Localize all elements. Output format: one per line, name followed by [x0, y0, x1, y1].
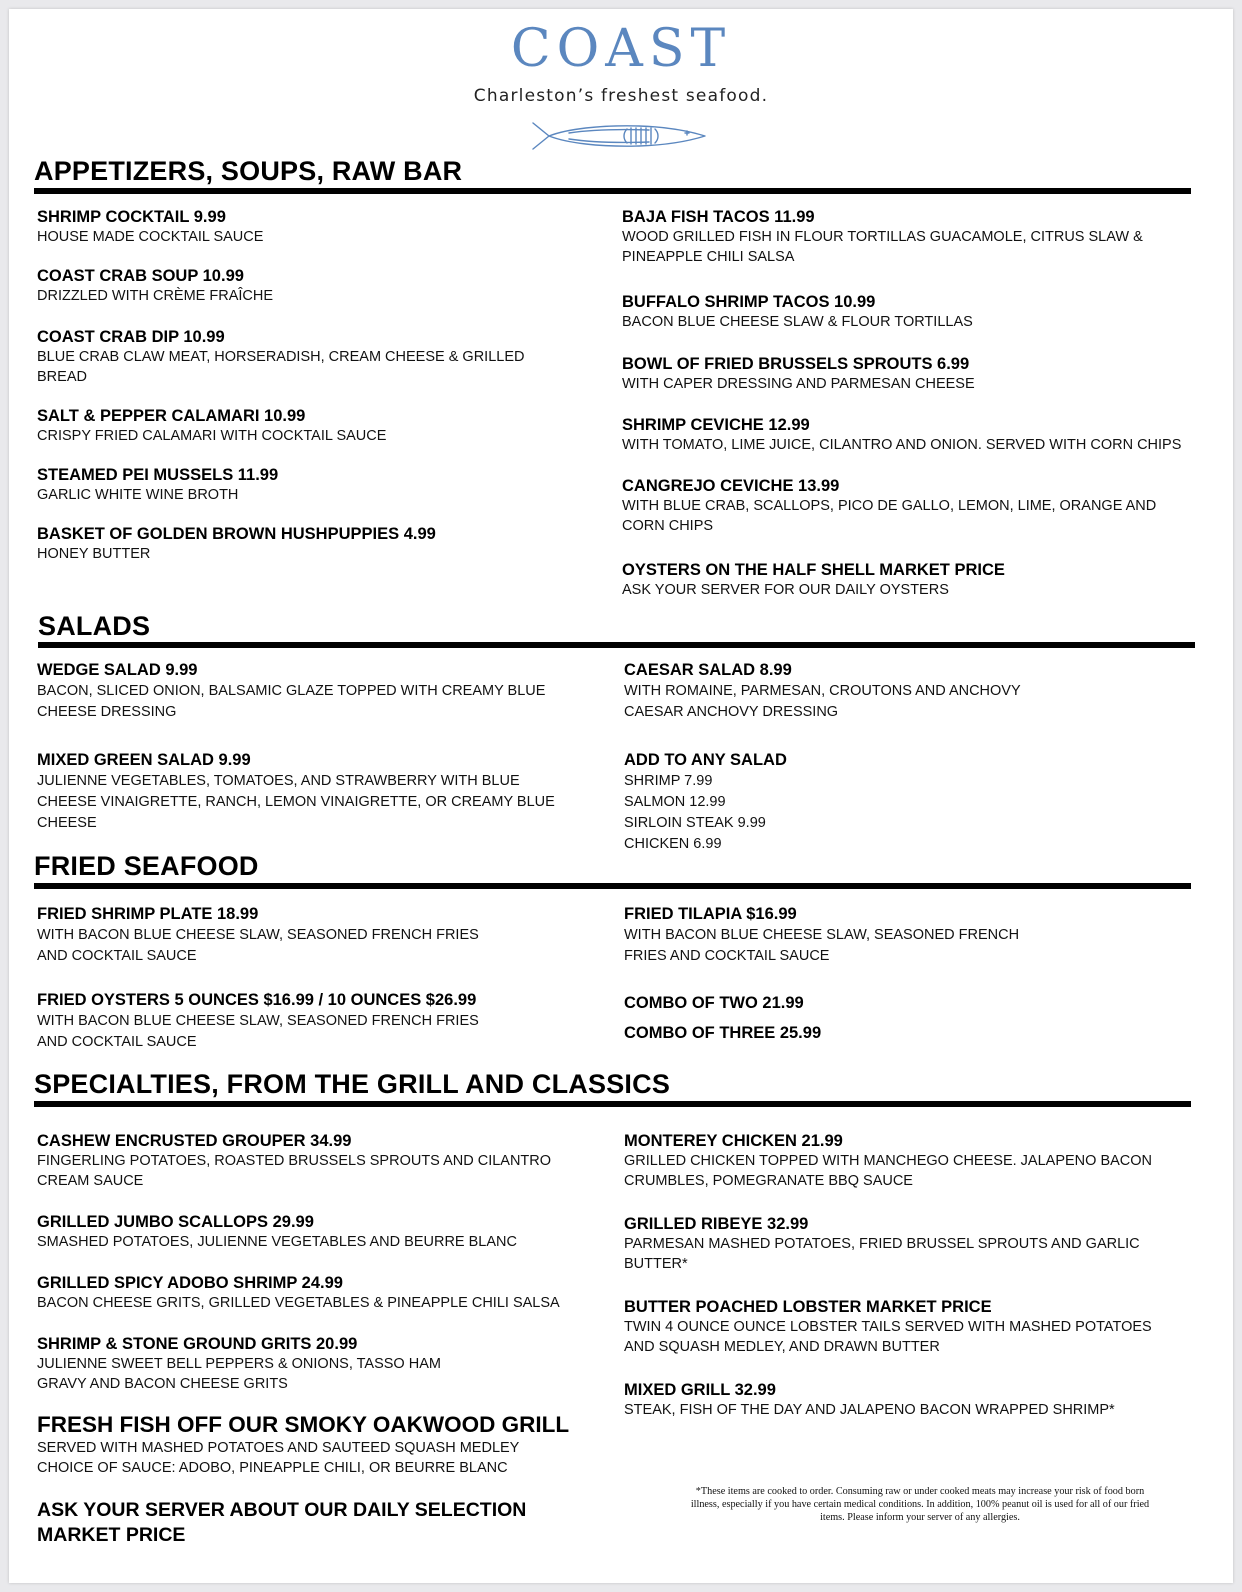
menu-item: [624, 1131, 1184, 1191]
menu-item: [622, 560, 1182, 600]
menu-item: [624, 659, 1064, 723]
item-name: CANGREJO CEVICHE 13.99: [622, 477, 840, 495]
fresh-fish-block: [37, 1411, 597, 1478]
menu-item: [37, 327, 567, 387]
item-name: MIXED GRILL 32.99: [624, 1381, 776, 1399]
logo: COAST: [510, 19, 732, 79]
menu-item: [37, 1334, 477, 1394]
salad-addons: [624, 749, 1064, 855]
item-description: SMASHED POTATOES, JULIENNE VEGETABLES AND BEURRE BLANC: [37, 1234, 517, 1250]
menu-item: [37, 266, 597, 306]
menu-item: [37, 465, 597, 505]
item-name: BUFFALO SHRIMP TACOS 10.99: [622, 293, 876, 311]
section-divider: [34, 1101, 1191, 1107]
menu-item: [37, 989, 507, 1053]
menu-item: [622, 415, 1182, 455]
item-description: BACON, SLICED ONION, BALSAMIC GLAZE TOPPED WITH CREAMY BLUE CHEESE DRESSING: [37, 683, 546, 720]
item-name: BOWL OF FRIED BRUSSELS SPROUTS 6.99: [622, 355, 970, 373]
section-divider: [34, 883, 1191, 889]
tagline: Charleston’s freshest seafood.: [473, 86, 769, 106]
addon-item: SHRIMP 7.99: [624, 773, 713, 789]
item-description: JULIENNE SWEET BELL PEPPERS & ONIONS, TASSO HAM GRAVY AND BACON CHEESE GRITS: [37, 1356, 441, 1392]
section-divider: [34, 188, 1191, 194]
appetizers-right-column: [622, 207, 1182, 600]
appetizers-left-column: [37, 207, 597, 564]
menu-page: [9, 9, 1233, 1583]
addon-item: SALMON 12.99: [624, 794, 726, 810]
menu-item: [624, 903, 1054, 967]
item-name: SALT & PEPPER CALAMARI 10.99: [37, 407, 306, 425]
item-description: WITH BACON BLUE CHEESE SLAW, SEASONED FRENCH FRIES AND COCKTAIL SAUCE: [37, 1013, 479, 1050]
item-description: BACON BLUE CHEESE SLAW & FLOUR TORTILLAS: [622, 314, 973, 330]
item-name: COAST CRAB DIP 10.99: [37, 328, 225, 346]
item-description: WITH CAPER DRESSING AND PARMESAN CHEESE: [622, 376, 975, 392]
item-name: CASHEW ENCRUSTED GROUPER 34.99: [37, 1132, 352, 1150]
specialties-left-column: [37, 1131, 577, 1394]
menu-item: [37, 207, 597, 247]
menu-item: [622, 476, 1182, 536]
item-name: MONTEREY CHICKEN 21.99: [624, 1132, 843, 1150]
item-name: BASKET OF GOLDEN BROWN HUSHPUPPIES 4.99: [37, 525, 436, 543]
item-description: FINGERLING POTATOES, ROASTED BRUSSELS SPROUTS AND CILANTRO CREAM SAUCE: [37, 1153, 552, 1189]
item-description: HONEY BUTTER: [37, 546, 151, 562]
menu-item: [37, 524, 597, 564]
item-name: WEDGE SALAD 9.99: [37, 661, 198, 679]
menu-item: [622, 354, 1182, 394]
menu-item: [622, 207, 1182, 267]
menu-item: [37, 406, 597, 446]
item-description: WITH TOMATO, LIME JUICE, CILANTRO AND ONION. SERVED WITH CORN CHIPS: [622, 437, 1182, 453]
menu-item: [37, 659, 577, 723]
combo-item: COMBO OF TWO 21.99: [624, 994, 804, 1012]
item-description: BLUE CRAB CLAW MEAT, HORSERADISH, CREAM CHEESE & GRILLED BREAD: [37, 349, 525, 385]
item-name: GRILLED RIBEYE 32.99: [624, 1215, 809, 1233]
daily-selection-line: ASK YOUR SERVER ABOUT OUR DAILY SELECTION: [37, 1499, 527, 1521]
menu-item: [37, 1212, 577, 1252]
salads-left-column: [37, 659, 577, 834]
item-name: CAESAR SALAD 8.99: [624, 661, 792, 679]
menu-item: [624, 1297, 1184, 1357]
item-name: GRILLED JUMBO SCALLOPS 29.99: [37, 1213, 314, 1231]
item-description: ASK YOUR SERVER FOR OUR DAILY OYSTERS: [622, 582, 949, 598]
item-name: GRILLED SPICY ADOBO SHRIMP 24.99: [37, 1274, 343, 1292]
daily-selection-block: [37, 1498, 597, 1548]
item-description: WITH ROMAINE, PARMESAN, CROUTONS AND ANCHOVY CAESAR ANCHOVY DRESSING: [624, 683, 1021, 720]
item-name: SHRIMP & STONE GROUND GRITS 20.99: [37, 1335, 358, 1353]
item-description: PARMESAN MASHED POTATOES, FRIED BRUSSEL SPROUTS AND GARLIC BUTTER*: [624, 1236, 1140, 1272]
item-description: WITH BACON BLUE CHEESE SLAW, SEASONED FRENCH FRIES AND COCKTAIL SAUCE: [624, 927, 1020, 964]
item-description: JULIENNE VEGETABLES, TOMATOES, AND STRAWBERRY WITH BLUE CHEESE VINAIGRETTE, RANCH, LEMON VINAIGRETTE, OR CREAMY BLUE CHEESE: [37, 773, 555, 831]
item-name: MIXED GREEN SALAD 9.99: [37, 751, 251, 769]
combo-item: COMBO OF THREE 25.99: [624, 1024, 822, 1042]
item-description: WITH BACON BLUE CHEESE SLAW, SEASONED FRENCH FRIES AND COCKTAIL SAUCE: [37, 927, 479, 964]
menu-item: [624, 1214, 1184, 1274]
fresh-fish-line: SERVED WITH MASHED POTATOES AND SAUTEED SQUASH MEDLEY: [37, 1440, 520, 1456]
item-description: CRISPY FRIED CALAMARI WITH COCKTAIL SAUCE: [37, 428, 387, 444]
menu-item: [37, 1273, 577, 1313]
item-description: HOUSE MADE COCKTAIL SAUCE: [37, 229, 264, 245]
menu-item: [37, 903, 507, 967]
daily-selection-price: MARKET PRICE: [37, 1524, 186, 1546]
item-description: GRILLED CHICKEN TOPPED WITH MANCHEGO CHEESE. JALAPENO BACON CRUMBLES, POMEGRANATE BBQ SAUCE: [624, 1153, 1153, 1189]
fried-right-column: [624, 903, 1054, 1044]
menu-item: [37, 1131, 577, 1191]
item-description: GARLIC WHITE WINE BROTH: [37, 487, 239, 503]
section-title-specialties: SPECIALTIES, FROM THE GRILL AND CLASSICS: [34, 1069, 671, 1099]
addon-item: CHICKEN 6.99: [624, 836, 722, 852]
section-title-salads: SALADS: [38, 611, 151, 641]
fried-left-column: [37, 903, 507, 1053]
item-description: WITH BLUE CRAB, SCALLOPS, PICO DE GALLO, LEMON, LIME, ORANGE AND CORN CHIPS: [622, 498, 1157, 534]
item-name: COAST CRAB SOUP 10.99: [37, 267, 244, 285]
fresh-fish-line: CHOICE OF SAUCE: ADOBO, PINEAPPLE CHILI, OR BEURRE BLANC: [37, 1460, 508, 1476]
menu-item: [37, 749, 577, 834]
item-description: BACON CHEESE GRITS, GRILLED VEGETABLES & PINEAPPLE CHILI SALSA: [37, 1295, 560, 1311]
menu-header: [9, 9, 1233, 159]
item-description: DRIZZLED WITH CRÈME FRAÎCHE: [37, 288, 274, 304]
item-name: BAJA FISH TACOS 11.99: [622, 208, 815, 226]
item-name: OYSTERS ON THE HALF SHELL MARKET PRICE: [622, 561, 1005, 579]
item-name: SHRIMP CEVICHE 12.99: [622, 416, 810, 434]
addons-title: ADD TO ANY SALAD: [624, 751, 787, 769]
section-title-appetizers: APPETIZERS, SOUPS, RAW BAR: [34, 156, 463, 186]
fish-icon: [529, 119, 709, 153]
item-name: FRIED SHRIMP PLATE 18.99: [37, 905, 259, 923]
addon-item: SIRLOIN STEAK 9.99: [624, 815, 766, 831]
item-name: STEAMED PEI MUSSELS 11.99: [37, 466, 279, 484]
section-title-fried: FRIED SEAFOOD: [34, 851, 259, 881]
salads-right-column: [624, 659, 1064, 855]
fresh-fish-title: FRESH FISH OFF OUR SMOKY OAKWOOD GRILL: [37, 1412, 570, 1437]
allergy-disclaimer: *These items are cooked to order. Consuming raw or under cooked meats may increase your risk of food born illness, especially if you have certain medical conditions. In addition, 100% peanut oil is used for all of our fried items. Please inform your server of any allergies.: [690, 1486, 1150, 1523]
item-name: FRIED OYSTERS 5 OUNCES $16.99 / 10 OUNCES $26.99: [37, 991, 477, 1009]
item-name: FRIED TILAPIA $16.99: [624, 905, 797, 923]
item-description: STEAK, FISH OF THE DAY AND JALAPENO BACON WRAPPED SHRIMP*: [624, 1402, 1115, 1418]
item-name: BUTTER POACHED LOBSTER MARKET PRICE: [624, 1298, 992, 1316]
specialties-right-column: [624, 1131, 1184, 1420]
menu-item: [624, 1380, 1184, 1420]
item-description: TWIN 4 OUNCE OUNCE LOBSTER TAILS SERVED WITH MASHED POTATOES AND SQUASH MEDLEY, AND DRAWN BUTTER: [624, 1319, 1152, 1355]
item-description: WOOD GRILLED FISH IN FLOUR TORTILLAS GUACAMOLE, CITRUS SLAW & PINEAPPLE CHILI SALSA: [622, 229, 1143, 265]
item-name: SHRIMP COCKTAIL 9.99: [37, 208, 226, 226]
section-divider: [38, 642, 1195, 648]
menu-item: [622, 292, 1182, 332]
